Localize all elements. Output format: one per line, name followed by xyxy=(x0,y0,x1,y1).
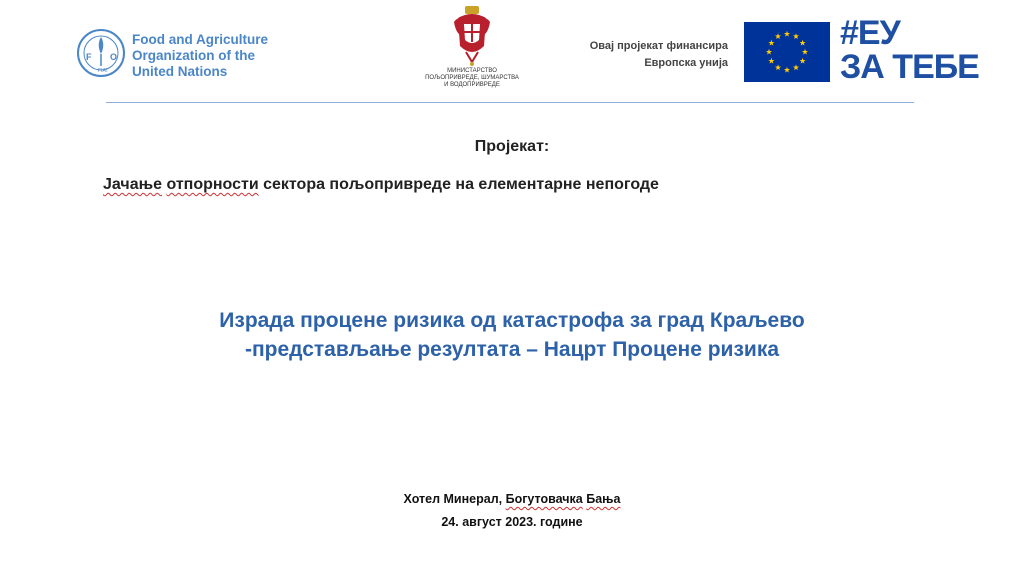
eu-tag-line2: ЗА ТЕБЕ xyxy=(840,48,979,86)
eu-funding-line1: Овај пројекат финансира xyxy=(589,40,728,52)
venue-part2: Богутовачка xyxy=(505,492,583,506)
venue-part4: Бања xyxy=(586,492,621,506)
ministry-line2: ПОЉОПРИВРЕДЕ, ШУМАРСТВА xyxy=(425,75,519,81)
ministry-line1: МИНИСТАРСТВО xyxy=(447,68,497,74)
header-divider xyxy=(106,102,914,103)
project-label: Пројекат: xyxy=(474,138,550,155)
presentation-title xyxy=(0,306,1024,364)
presentation-title-line1: Израда процене ризика од катастрофа за град Краљево xyxy=(219,309,805,332)
venue xyxy=(0,492,1024,506)
eu-za-tebe-logo xyxy=(840,16,979,84)
svg-text:F: F xyxy=(86,52,92,62)
ministry-name xyxy=(418,68,526,89)
eu-flag-icon xyxy=(744,22,830,82)
serbian-coat-of-arms-icon xyxy=(452,6,492,68)
project-title xyxy=(103,176,659,194)
eu-tag-line1: #ЕУ xyxy=(840,14,900,52)
project-title-rest: сектора пољопривреде на елементарне непогоде xyxy=(263,176,659,193)
fao-name-line2: Organization of the xyxy=(132,48,255,63)
project-title-word2: отпорности xyxy=(166,176,259,193)
fao-name xyxy=(132,32,268,80)
eu-funding-line2: Европска унија xyxy=(644,57,728,69)
presentation-title-line2: -представљање резултата – Нацрт Процене ризика xyxy=(244,338,780,361)
eu-funding-text xyxy=(590,38,728,72)
venue-part1: Хотел Минерал, xyxy=(403,492,506,506)
svg-text:FIAT: FIAT xyxy=(98,68,109,74)
svg-text:O: O xyxy=(110,52,118,62)
fao-name-line3: United Nations xyxy=(132,64,228,79)
fao-logo-icon xyxy=(76,28,126,78)
ministry-line3: И ВОДОПРИВРЕДЕ xyxy=(444,82,500,88)
project-title-word1: Јачање xyxy=(103,176,162,193)
event-date: 24. август 2023. године xyxy=(441,515,583,529)
fao-name-line1: Food and Agriculture xyxy=(132,32,268,47)
